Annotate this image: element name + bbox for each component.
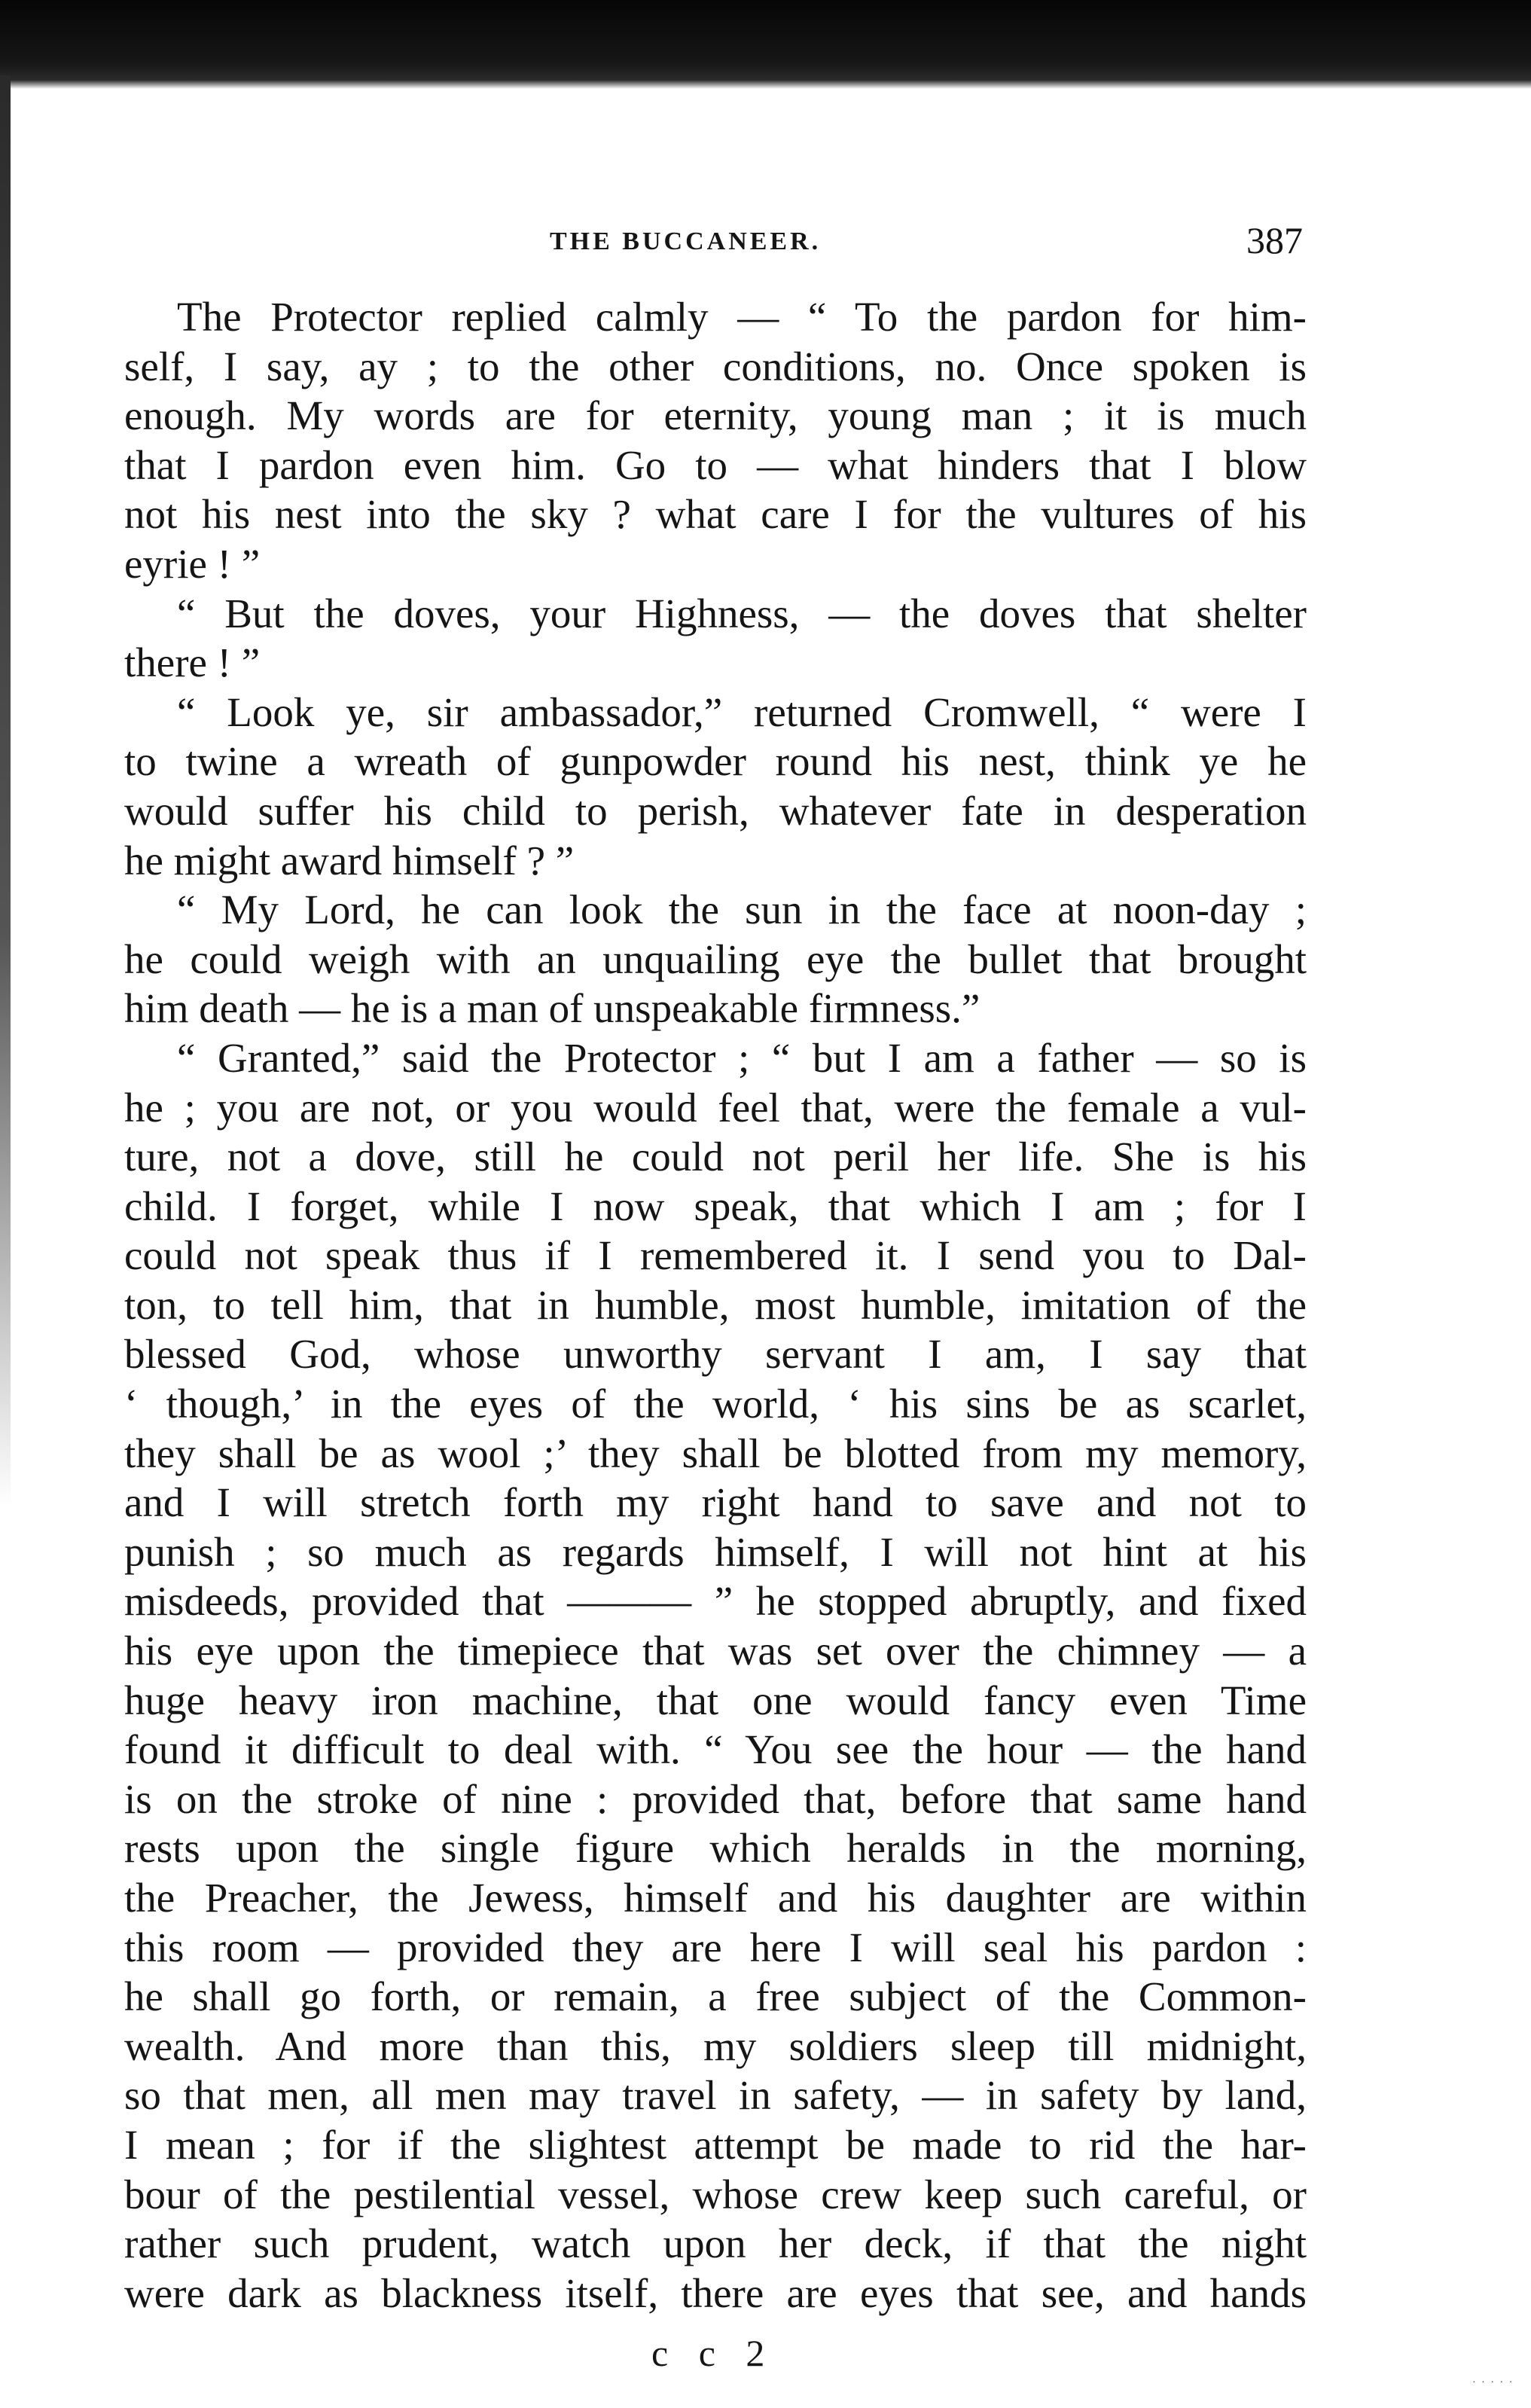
text-line: huge heavy iron machine, that one would fancy even Time [124, 1677, 1307, 1723]
signature-mark: c c 2 [651, 2332, 776, 2374]
text-line: not his nest into the sky ? what care I for the vultures of his [124, 491, 1307, 538]
text-line: “ Granted,” said the Protector ; “ but I am a father — so is [177, 1034, 1307, 1081]
text-line: blessed God, whose unworthy servant I am, I say that [124, 1331, 1307, 1378]
scan-left-edge [0, 75, 11, 1506]
text-line: he might award himself ? ” [124, 837, 575, 884]
text-line: would suffer his child to perish, whatever fate in desperation [124, 787, 1307, 834]
text-line: wealth. And more than this, my soldiers sleep till midnight, [124, 2022, 1307, 2069]
body-text [124, 292, 1307, 2318]
text-line: they shall be as wool ;’ they shall be blotted from my memory, [124, 1430, 1307, 1476]
text-line: “ Look ye, sir ambassador,” returned Cromwell, “ were I [177, 688, 1307, 735]
text-line: ‘ though,’ in the eyes of the world, ‘ his sins be as scarlet, [124, 1381, 1307, 1427]
text-line: rests upon the single figure which heralds in the morning, [124, 1825, 1307, 1872]
text-line: ton, to tell him, that in humble, most humble, imitation of the [124, 1281, 1307, 1328]
page-header [550, 221, 1303, 267]
text-line: bour of the pestilential vessel, whose crew keep such careful, or [124, 2171, 1307, 2217]
text-line: misdeeds, provided that ——— ” he stopped abruptly, and fixed [124, 1578, 1307, 1625]
text-line: his eye upon the timepiece that was set over the chimney — a [124, 1628, 1307, 1674]
text-line: there ! ” [124, 639, 261, 686]
text-line: he shall go forth, or remain, a free subject of the Common- [124, 1973, 1307, 2020]
text-line: enough. My words are for eternity, young man ; it is much [124, 392, 1307, 439]
text-line: him death — he is a man of unspeakable firmness.” [124, 985, 981, 1032]
text-line: found it difficult to deal with. “ You see the hour — the hand [124, 1726, 1307, 1773]
running-head: THE BUCCANEER. [550, 227, 822, 255]
text-line: rather such prudent, watch upon her deck, if that the night [124, 2220, 1307, 2267]
text-line: self, I say, ay ; to the other conditions, no. Once spoken is [124, 343, 1307, 389]
text-line: “ My Lord, he can look the sun in the face at noon-day ; [177, 887, 1307, 933]
text-line: and I will stretch forth my right hand to save and not to [124, 1479, 1307, 1526]
text-line: is on the stroke of nine : provided that, before that same hand [124, 1775, 1307, 1822]
text-line: “ But the doves, your Highness, — the doves that shelter [177, 590, 1307, 636]
text-line: I mean ; for if the slightest attempt be made to rid the har- [124, 2121, 1307, 2168]
text-line: so that men, all men may travel in safety, — in safety by land, [124, 2072, 1307, 2119]
text-line: eyrie ! ” [124, 540, 261, 587]
text-line: ture, not a dove, still he could not peril her life. She is his [124, 1134, 1307, 1180]
text-line: punish ; so much as regards himself, I will not hint at his [124, 1528, 1307, 1575]
text-line: this room — provided they are here I will seal his pardon : [124, 1924, 1307, 1970]
text-line: to twine a wreath of gunpowder round his nest, think ye he [124, 738, 1307, 785]
text-line: could not speak thus if I remembered it. I send you to Dal- [124, 1232, 1307, 1279]
text-line: were dark as blackness itself, there are eyes that see, and hands [124, 2269, 1307, 2316]
text-line: that I pardon even him. Go to — what hinders that I blow [124, 441, 1307, 488]
text-line: child. I forget, while I now speak, that which I am ; for I [124, 1183, 1307, 1229]
text-line: he could weigh with an unquailing eye the bullet that brought [124, 935, 1307, 982]
text-line: The Protector replied calmly — “ To the pardon for him- [177, 294, 1307, 340]
text-line: he ; you are not, or you would feel that, were the female a vul- [124, 1084, 1307, 1131]
scan-speck: · · · · · [1472, 2377, 1514, 2388]
text-line: the Preacher, the Jewess, himself and his daughter are within [124, 1875, 1307, 1921]
page-number: 387 [1246, 219, 1303, 261]
scan-top-edge [0, 0, 1531, 89]
